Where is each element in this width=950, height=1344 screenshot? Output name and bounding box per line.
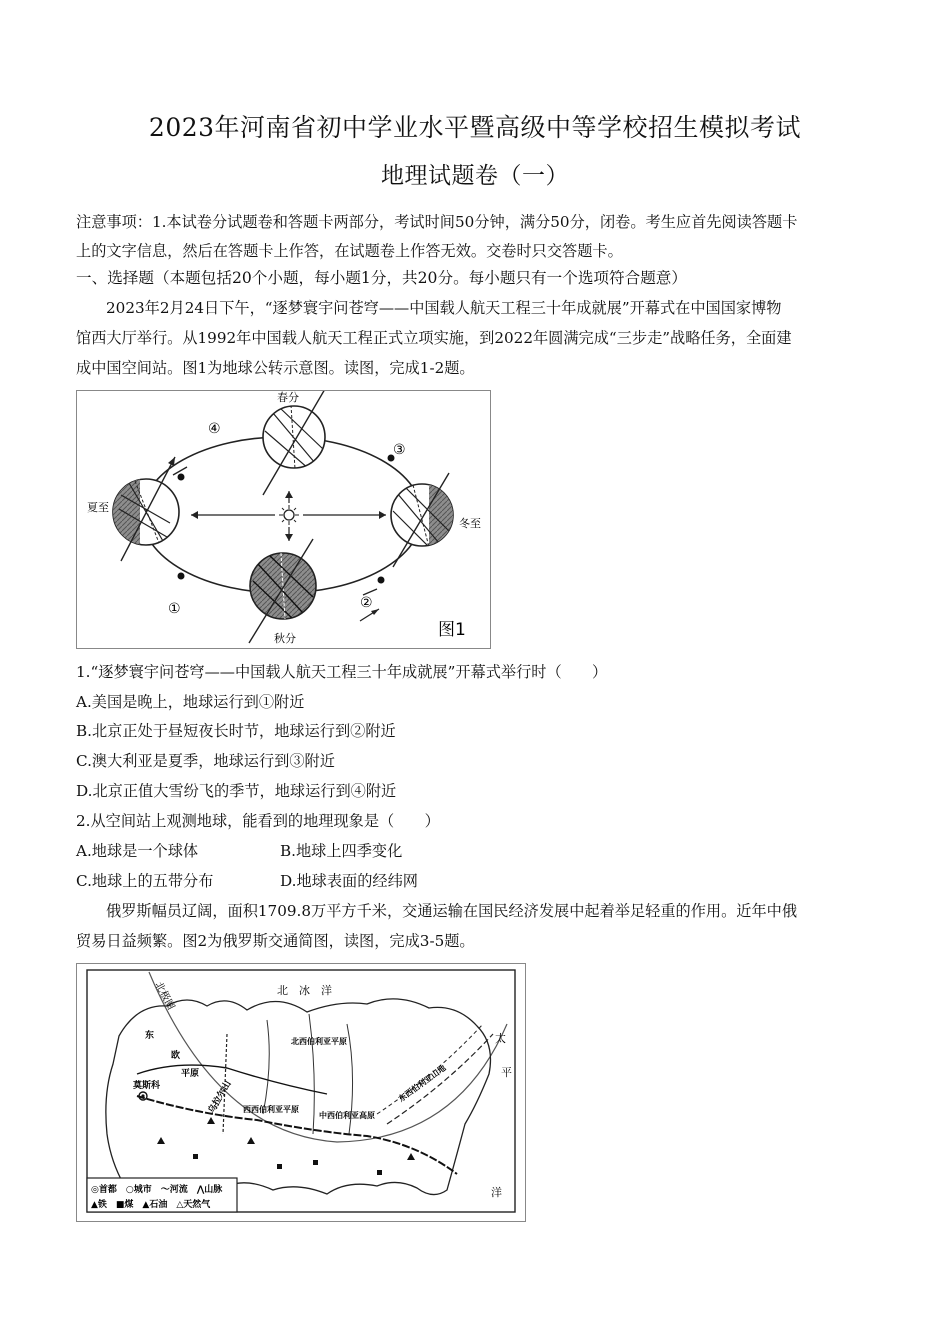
earth-summer-solstice	[107, 457, 179, 561]
figure-2-russia-transport-map	[76, 963, 526, 1222]
label-east-siberian-mountains: 东西伯利亚山地	[396, 1063, 448, 1104]
label-moscow: 莫斯科	[133, 1081, 161, 1091]
label-plain-b: 平原	[181, 1069, 200, 1079]
label-east: 东	[145, 1031, 155, 1041]
legend-row-2: ▲铁 ■煤 ▲石油 △天然气	[91, 1200, 211, 1210]
earth-autumn-equinox	[249, 539, 316, 643]
earth-winter-solstice	[391, 473, 459, 567]
label-winter-solstice: 冬至	[459, 517, 481, 530]
label-pacific-3: 洋	[491, 1186, 502, 1199]
label-pacific-2: 平	[501, 1066, 512, 1079]
q2-option-c: C.地球上的五带分布	[76, 872, 214, 890]
orbit-point-2: ②	[360, 595, 373, 611]
exam-subtitle: 地理试题卷（一）	[381, 163, 569, 189]
label-arctic-circle: 北极圈	[152, 980, 177, 1012]
label-pacific-1: 太	[495, 1032, 506, 1045]
label-west-siberian: 西西伯利亚平原	[243, 1105, 299, 1114]
orbit-point-4: ④	[208, 421, 221, 437]
label-plain-a: 欧	[171, 1051, 181, 1061]
q2-option-b: B.地球上四季变化	[280, 842, 403, 860]
passage2-line-1: 俄罗斯幅员辽阔，面积1709.8万平方千米，交通运输在国民经济发展中起着举足轻重的作用。近年中俄	[106, 902, 798, 920]
passage1-line-1: 2023年2月24日下午，“逐梦寰宇问苍穹——中国载人航天工程三十年成就展”开幕式在中国国家博物	[106, 299, 782, 317]
q2-option-a: A.地球是一个球体	[76, 842, 199, 860]
q1-option-a: A.美国是晚上，地球运行到①附近	[76, 693, 305, 711]
label-ural: 乌拉尔山	[206, 1079, 234, 1116]
figure-1-earth-revolution	[76, 390, 491, 649]
notice-line-2: 上的文字信息，然后在答题卡上作答，在试题卷上作答无效。交卷时只交答题卡。	[76, 242, 623, 260]
q2-stem: 2.从空间站上观测地球，能看到的地理现象是（ ）	[76, 812, 440, 830]
orbit-point-1: ①	[168, 601, 181, 617]
q1-stem: 1.“逐梦寰宇问苍穹——中国载人航天工程三十年成就展”开幕式举行时（ ）	[76, 663, 608, 681]
legend-row-1: ◎首都 ○城市 〜河流 ⋀山脉	[91, 1185, 223, 1195]
label-arctic-ocean: 北 冰 洋	[277, 984, 332, 997]
passage2-line-2: 贸易日益频繁。图2为俄罗斯交通简图，读图，完成3-5题。	[76, 932, 475, 950]
passage1-line-2: 馆西大厅举行。从1992年中国载人航天工程正式立项实施，到2022年圆满完成“三步走”战略任务，全面建	[76, 329, 792, 347]
exam-title: 2023年河南省初中学业水平暨高级中等学校招生模拟考试	[148, 113, 802, 142]
label-summer-solstice: 夏至	[87, 501, 109, 514]
q1-option-b: B.北京正处于昼短夜长时节，地球运行到②附近	[76, 722, 396, 740]
q1-option-c: C.澳大利亚是夏季，地球运行到③附近	[76, 752, 335, 770]
orbit-point-3: ③	[393, 442, 406, 458]
earth-spring-equinox	[263, 391, 325, 495]
section-heading: 一、选择题（本题包括20个小题，每小题1分，共20分。每小题只有一个选项符合题意）	[76, 269, 687, 287]
notice-line-1: 注意事项：1.本试卷分试题卷和答题卡两部分，考试时间50分钟，满分50分，闭卷。考生应首先阅读答题卡	[76, 213, 798, 231]
label-spring-equinox: 春分	[277, 391, 299, 404]
label-north-siberian: 北西伯利亚平原	[291, 1037, 347, 1046]
figure-1-caption: 图1	[438, 620, 466, 640]
q2-option-d: D.地球表面的经纬网	[280, 872, 418, 890]
earth-orbit-diagram	[77, 391, 490, 648]
passage1-line-3: 成中国空间站。图1为地球公转示意图。读图，完成1-2题。	[76, 359, 475, 377]
label-autumn-equinox: 秋分	[274, 632, 296, 645]
sun-icon	[279, 505, 299, 525]
label-central-siberian: 中西伯利亚高原	[319, 1111, 375, 1120]
q1-option-d: D.北京正值大雪纷飞的季节，地球运行到④附近	[76, 782, 397, 800]
russia-map	[77, 964, 525, 1221]
